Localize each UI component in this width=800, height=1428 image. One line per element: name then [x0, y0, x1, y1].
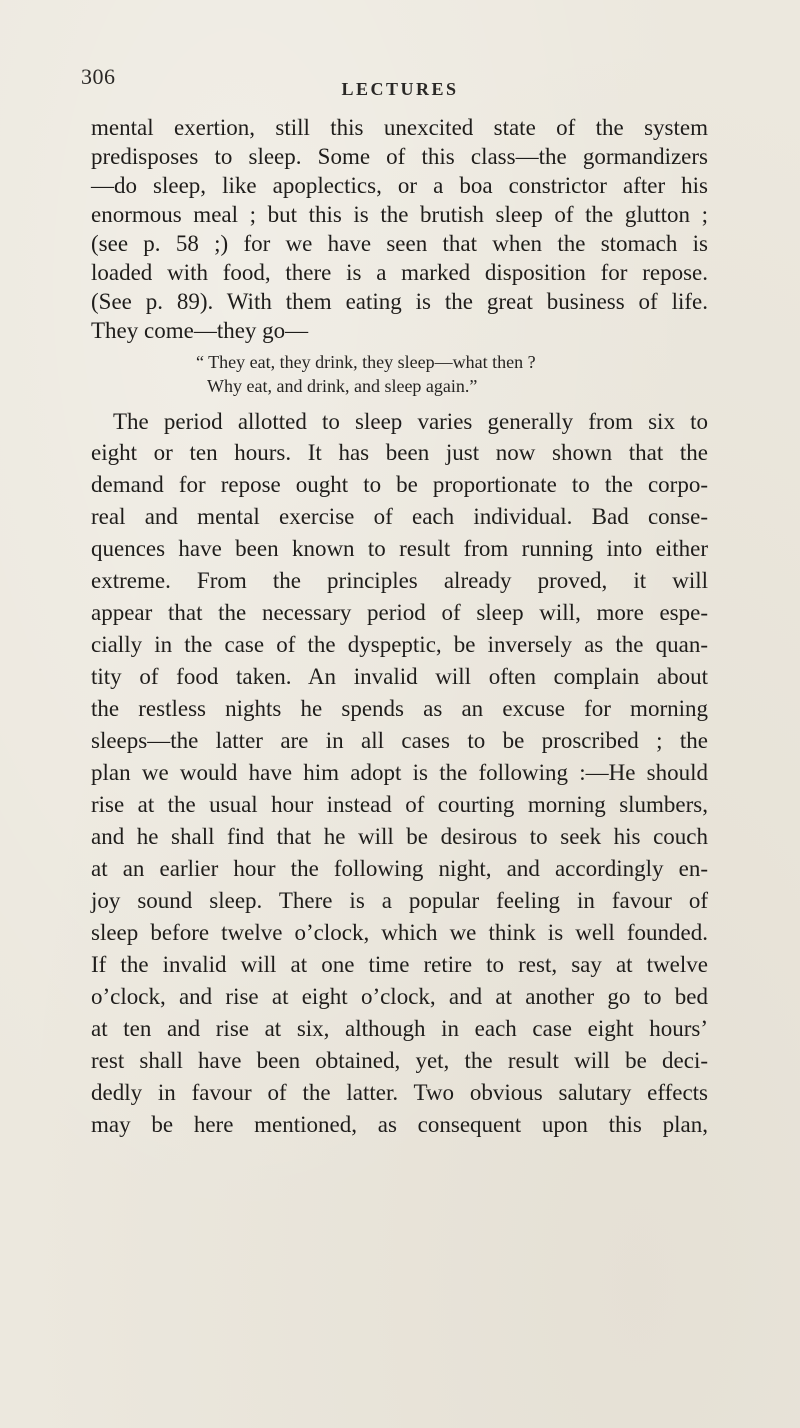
text-line: They come—they go— — [91, 318, 309, 343]
paragraph-line: at ten and rise at six, although in each case eight hours’ — [91, 1016, 708, 1041]
paragraph-line: demand for repose ought to be proportionate to the corpo- — [91, 472, 708, 497]
paragraph-line: rest shall have been obtained, yet, the result will be deci- — [91, 1048, 708, 1073]
text-line: mental exertion, still this unexcited state of the system — [91, 115, 708, 140]
text-line: (See p. 89). With them eating is the great business of life. — [91, 289, 708, 314]
paragraph-line: sleep before twelve o’clock, which we think is well founded. — [91, 920, 708, 945]
paragraph-line: plan we would have him adopt is the following :—He should — [91, 760, 708, 785]
paragraph-line: the restless nights he spends as an excuse for morning — [91, 696, 708, 721]
paragraph-line: If the invalid will at one time retire to rest, say at twelve — [91, 952, 708, 977]
paragraph-line: sleeps—the latter are in all cases to be proscribed ; the — [91, 728, 708, 753]
verse-line: “ They eat, they drink, they sleep—what then ? — [196, 352, 536, 372]
paragraph-line: rise at the usual hour instead of courting morning slumbers, — [91, 792, 708, 817]
verse-line: Why eat, and drink, and sleep again.” — [207, 376, 478, 396]
paragraph-line: The period allotted to sleep varies generally from six to — [113, 409, 708, 434]
paragraph-line: cially in the case of the dyspeptic, be inversely as the quan- — [91, 632, 708, 657]
paragraph-line: o’clock, and rise at eight o’clock, and at another go to bed — [91, 984, 708, 1009]
paragraph-line: quences have been known to result from running into either — [91, 536, 708, 561]
text-line: loaded with food, there is a marked disposition for repose. — [91, 260, 708, 285]
text-line: predisposes to sleep. Some of this class—the gormandizers — [91, 144, 708, 169]
text-line: —do sleep, like apoplectics, or a boa constrictor after his — [91, 173, 708, 198]
paragraph-line: tity of food taken. An invalid will often complain about — [91, 664, 708, 689]
paragraph-line: may be here mentioned, as consequent upon this plan, — [91, 1112, 708, 1137]
paragraph-line: extreme. From the principles already proved, it will — [91, 568, 708, 593]
text-line: enormous meal ; but this is the brutish sleep of the glutton ; — [91, 202, 708, 227]
paragraph-line: joy sound sleep. There is a popular feeling in favour of — [91, 888, 708, 913]
page-number: 306 — [81, 64, 116, 89]
paragraph-line: real and mental exercise of each individual. Bad conse- — [91, 504, 708, 529]
text-line: (see p. 58 ;) for we have seen that when the stomach is — [91, 231, 708, 256]
paragraph-line: dedly in favour of the latter. Two obvious salutary effects — [91, 1080, 708, 1105]
paragraph-line: at an earlier hour the following night, and accordingly en- — [91, 856, 708, 881]
paragraph-line: eight or ten hours. It has been just now shown that the — [91, 440, 708, 465]
paragraph-line: and he shall find that he will be desirous to seek his couch — [91, 824, 708, 849]
running-title: LECTURES — [341, 79, 459, 99]
paragraph-line: appear that the necessary period of sleep will, more espe- — [91, 600, 708, 625]
